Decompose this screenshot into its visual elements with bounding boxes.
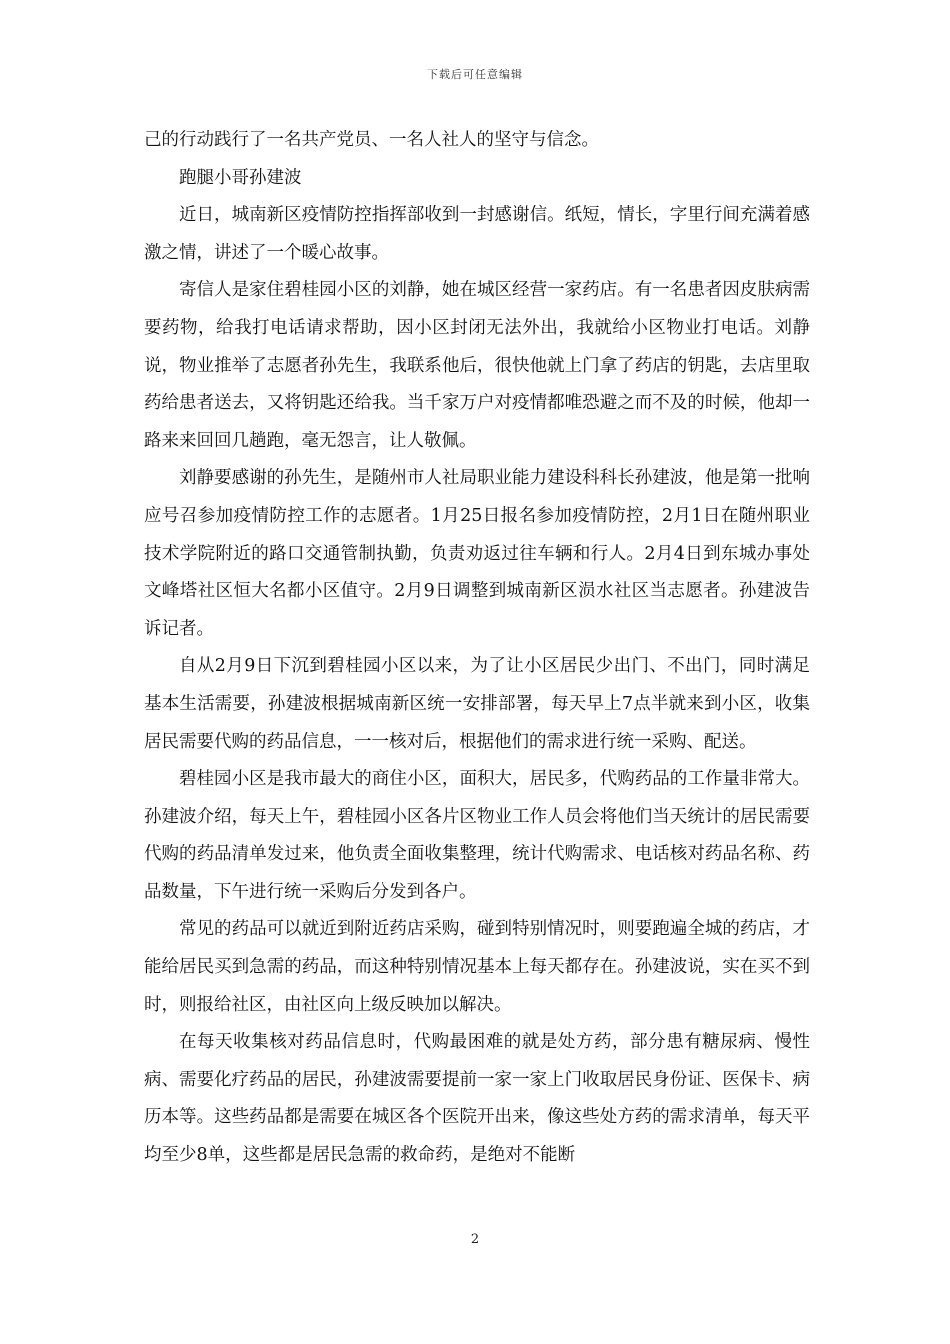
paragraph: 近日，城南新区疫情防控指挥部收到一封感谢信。纸短，情长，字里行间充满着感激之情，讲述了一个暖心故事。 [144, 205, 810, 263]
paragraph: 在每天收集核对药品信息时，代购最困难的就是处方药，部分患有糖尿病、慢性病、需要化疗药品的居民，孙建波需要提前一家一家上门收取居民身份证、医保卡、病历本等。这些药品都是需要在城区各个医院开出来，像这些处方药的需求清单，每天平均至少8单，这些都是居民急需的救命药，是绝对不能断 [144, 1032, 810, 1166]
page-header: 下载后可任意编辑 [427, 68, 523, 81]
paragraph: 常见的药品可以就近到附近药店采购，碰到特别情况时，则要跑遍全城的药店，才能给居民买到急需的药品，而这种特别情况基本上每天都存在。孙建波说，实在买不到时，则报给社区，由社区向上级反映加以解决。 [144, 919, 810, 1015]
paragraph: 碧桂园小区是我市最大的商住小区，面积大，居民多，代购药品的工作量非常大。孙建波介绍，每天上午，碧桂园小区各片区物业工作人员会将他们当天统计的居民需要代购的药品清单发过来，他负责全面收集整理，统计代购需求、电话核对药品名称、药品数量，下午进行统一采购后分发到各户。 [144, 769, 810, 902]
section-heading: 跑腿小哥孙建波 [179, 167, 302, 188]
page-number: 2 [470, 1232, 480, 1247]
paragraph: 刘静要感谢的孙先生，是随州市人社局职业能力建设科科长孙建波，他是第一批响应号召参加疫情防控工作的志愿者。1月25日报名参加疫情防控，2月1日在随州职业技术学院附近的路口交通管制执勤，负责劝返过往车辆和行人。2月4日到东城办事处文峰塔社区恒大名都小区值守。2月9日调整到城南新区涢水社区当志愿者。孙建波告诉记者。 [144, 468, 810, 639]
document-body [144, 122, 810, 1175]
paragraph: 寄信人是家住碧桂园小区的刘静，她在城区经营一家药店。有一名患者因皮肤病需要药物，给我打电话请求帮助，因小区封闭无法外出，我就给小区物业打电话。刘静说，物业推举了志愿者孙先生，我联系他后，很快他就上门拿了药店的钥匙，去店里取药给患者送去，又将钥匙还给我。当千家万户对疫情都唯恐避之而不及的时候，他却一路来来回回几趟跑，毫无怨言，让人敬佩。 [144, 280, 810, 451]
paragraph: 己的行动践行了一名共产党员、一名人社人的坚守与信念。 [144, 130, 599, 150]
paragraph: 自从2月9日下沉到碧桂园小区以来，为了让小区居民少出门、不出门，同时满足基本生活需要，孙建波根据城南新区统一安排部署，每天早上7点半就来到小区，收集居民需要代购的药品信息，一一核对后，根据他们的需求进行统一采购、配送。 [144, 656, 810, 752]
